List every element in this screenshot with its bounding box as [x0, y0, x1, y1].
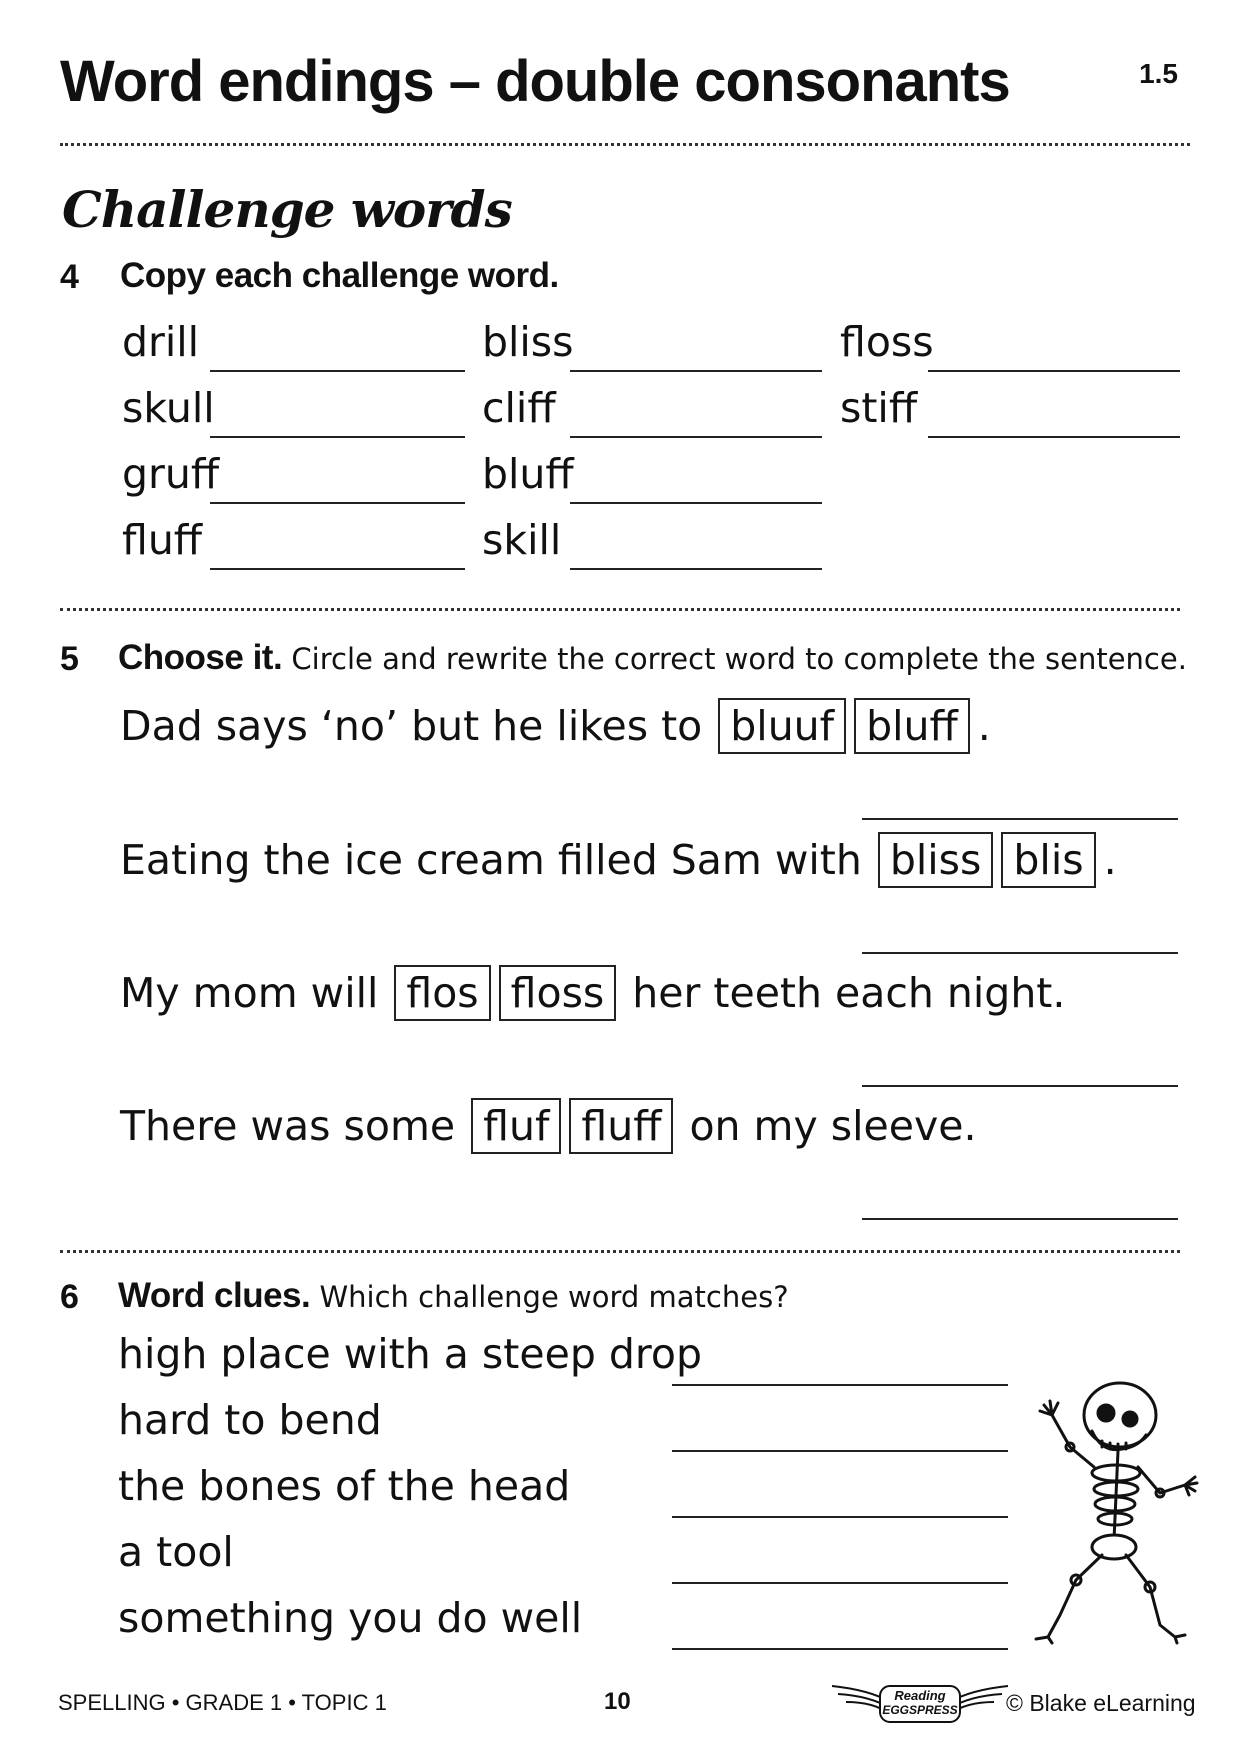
answer-line[interactable]: [210, 436, 465, 438]
challenge-word: floss: [840, 318, 934, 366]
sentence: [120, 965, 1065, 1021]
answer-line[interactable]: [570, 568, 822, 570]
answer-line[interactable]: [210, 370, 465, 372]
word-option[interactable]: bluuf: [718, 698, 846, 754]
question-title-text: Word clues.: [118, 1276, 311, 1315]
answer-line[interactable]: [570, 502, 822, 504]
divider: [60, 608, 1180, 611]
answer-line[interactable]: [862, 1085, 1178, 1087]
word-option[interactable]: fluff: [569, 1098, 673, 1154]
challenge-word: bliss: [482, 318, 574, 366]
lesson-code: 1.5: [1139, 58, 1178, 89]
reading-eggspress-logo: [830, 1680, 1010, 1728]
logo-text: [880, 1688, 960, 1718]
clue-text: high place with a steep drop: [118, 1330, 702, 1378]
clue-text: the bones of the head: [118, 1462, 571, 1510]
sentence-start: My mom will: [120, 969, 379, 1017]
page-title: Word endings – double consonants: [60, 49, 1010, 114]
section-title: Challenge words: [62, 180, 512, 239]
question-title-text: Choose it.: [118, 638, 283, 677]
word-option[interactable]: bluff: [854, 698, 970, 754]
answer-line[interactable]: [570, 436, 822, 438]
answer-line[interactable]: [672, 1516, 1008, 1518]
word-option[interactable]: blis: [1001, 832, 1095, 888]
sentence: [120, 1098, 977, 1154]
answer-line[interactable]: [672, 1582, 1008, 1584]
skeleton-illustration-icon: [1010, 1375, 1210, 1645]
sentence-end: her teeth each night.: [632, 969, 1066, 1017]
question-number: 4: [60, 258, 79, 296]
answer-line[interactable]: [862, 1218, 1178, 1220]
question-instruction: Circle and rewrite the correct word to complete the sentence.: [291, 642, 1187, 676]
word-option[interactable]: bliss: [878, 832, 994, 888]
challenge-word: drill: [122, 318, 200, 366]
question-title: [118, 1276, 789, 1316]
word-option[interactable]: fluf: [471, 1098, 561, 1154]
clue-text: hard to bend: [118, 1396, 382, 1444]
clue-text: a tool: [118, 1528, 234, 1576]
challenge-word: skill: [482, 516, 562, 564]
challenge-word: bluff: [482, 450, 574, 498]
question-title: [118, 638, 1187, 678]
page-number: 10: [604, 1688, 631, 1715]
sentence: [120, 832, 1117, 888]
answer-line[interactable]: [928, 436, 1180, 438]
sentence-start: There was some: [120, 1102, 456, 1150]
sentence-end: on my sleeve.: [689, 1102, 977, 1150]
sentence-end: .: [1103, 836, 1117, 884]
answer-line[interactable]: [210, 568, 465, 570]
divider: [60, 143, 1190, 146]
question-number: 6: [60, 1278, 79, 1316]
challenge-word: cliff: [482, 384, 556, 432]
logo-line-1: Reading: [894, 1688, 946, 1703]
logo-line-2: EGGSPRESS: [882, 1703, 958, 1717]
question-instruction: Which challenge word matches?: [319, 1280, 789, 1314]
divider: [60, 1250, 1180, 1253]
challenge-word: fluff: [122, 516, 203, 564]
question-number: 5: [60, 640, 79, 678]
challenge-word: skull: [122, 384, 215, 432]
answer-line[interactable]: [672, 1450, 1008, 1452]
footer-course: SPELLING • GRADE 1 • TOPIC 1: [58, 1690, 387, 1715]
answer-line[interactable]: [210, 502, 465, 504]
answer-line[interactable]: [928, 370, 1180, 372]
word-option[interactable]: floss: [499, 965, 617, 1021]
answer-line[interactable]: [570, 370, 822, 372]
challenge-word: gruff: [122, 450, 220, 498]
copyright: © Blake eLearning: [1006, 1690, 1196, 1716]
sentence-end: .: [977, 702, 991, 750]
answer-line[interactable]: [862, 952, 1178, 954]
answer-line[interactable]: [862, 818, 1178, 820]
sentence: [120, 698, 991, 754]
challenge-word: stiff: [840, 384, 918, 432]
sentence-start: Eating the ice cream filled Sam with: [120, 836, 862, 884]
clue-text: something you do well: [118, 1594, 583, 1642]
answer-line[interactable]: [672, 1648, 1008, 1650]
word-option[interactable]: flos: [394, 965, 490, 1021]
answer-line[interactable]: [672, 1384, 1008, 1386]
question-title: Copy each challenge word.: [120, 256, 559, 295]
sentence-start: Dad says ‘no’ but he likes to: [120, 702, 703, 750]
